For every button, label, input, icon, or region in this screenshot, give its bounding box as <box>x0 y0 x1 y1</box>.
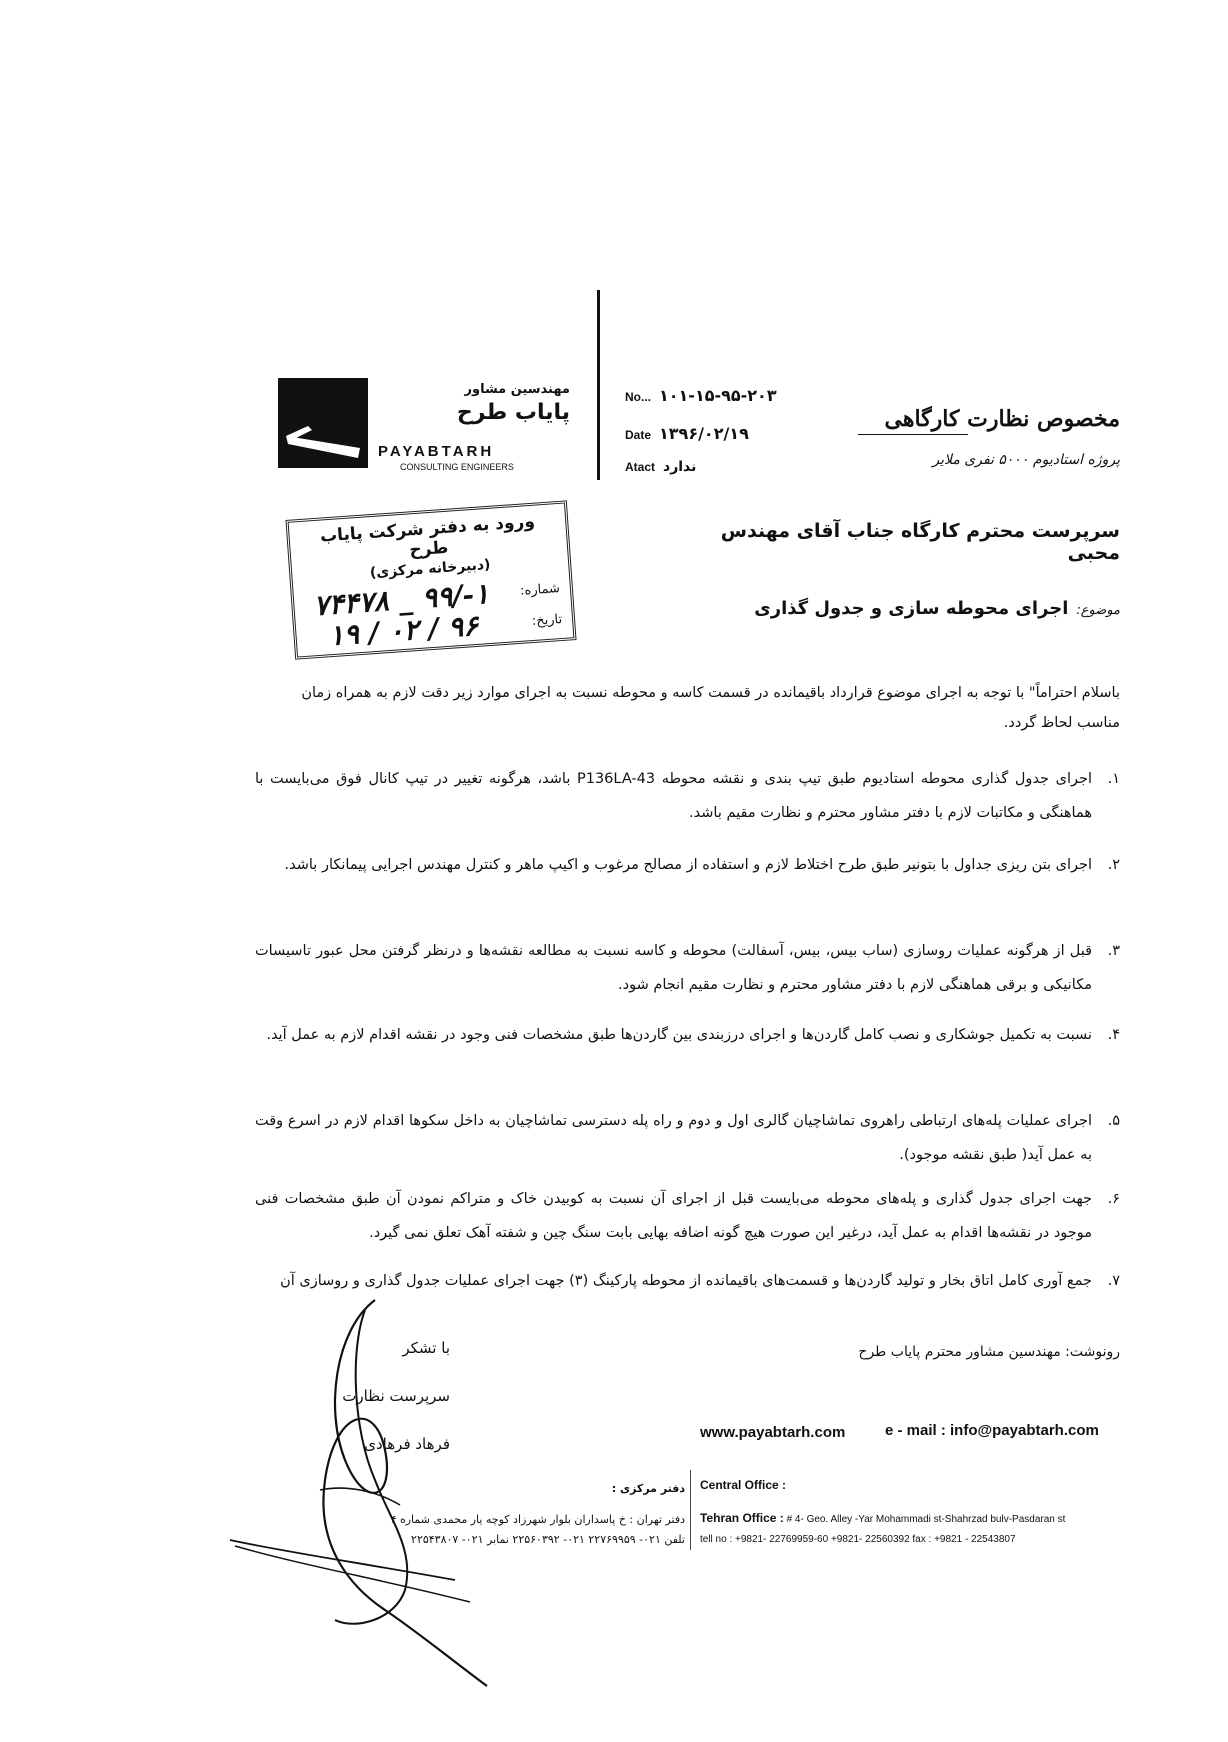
address-en <box>700 1508 1140 1550</box>
phones-en-line: tell no : +9821- 22769959-60 +9821- 22560392 fax : +9821 - 22543807 <box>700 1534 1016 1545</box>
list-item <box>255 762 1120 830</box>
footer-divider <box>690 1470 691 1550</box>
letter-date <box>625 424 749 443</box>
subject-label: موضوع: <box>1076 603 1120 618</box>
payabtarh-logo-icon <box>278 378 368 468</box>
list-item <box>255 848 1120 882</box>
stamp-number-label: شماره: <box>519 581 561 599</box>
list-item-text: نسبت به تکمیل جوشکاری و نصب کامل گاردن‌ها و اجرای درزبندی بین گاردن‌ها طبق مشخصات فنی وجود در نقشه اقدام لازم به عمل آید. <box>266 1027 1092 1043</box>
letter-date-value: ۱۳۹۶/۰۲/۱۹ <box>659 424 749 443</box>
confidential-underline <box>858 434 968 435</box>
list-item-text: اجرای جدول گذاری محوطه استادیوم طبق تیپ بندی و نقشه محوطه P136LA-43 باشد، هرگونه تغییر در تیپ کانال فوق می‌بایست با هماهنگی و مکاتبات لازم با دفتر مشاور محترم و نظارت مقیم باشد. <box>255 771 1092 821</box>
stamp-number-value: ۱-/۹۹ _ ۷۴۴۷۸ <box>312 577 491 623</box>
list-item-text: اجرای عملیات پله‌های ارتباطی راهروی تماشاچیان گالری اول و دوم و راه پله دسترسی تماشاچیان به داخل سکوها اقدام لازم در اسرع وقت به عمل آید( طبق نقشه موجود). <box>255 1113 1092 1163</box>
list-item-number: ۳. <box>1107 943 1120 959</box>
list-item-number: ۶. <box>1107 1191 1120 1207</box>
confidential-heading: مخصوص نظارت کارگاهی <box>884 406 1120 432</box>
handwritten-signature-icon <box>225 1290 495 1690</box>
address-fa <box>250 1510 685 1550</box>
central-office-label-fa: دفتر مرکزی : <box>611 1482 685 1495</box>
letter-date-label: Date <box>625 428 652 442</box>
central-office-label-en: Central Office : <box>700 1478 787 1492</box>
list-item-text: قبل از هرگونه عملیات روسازی (ساب بیس، بیس، آسفالت) محوطه و کاسه نسبت به مطالعه نقشه‌ها و درنظر گرفتن محل عبور تاسیسات مکانیکی و برقی هماهنگی لازم با دفتر مشاور محترم و نظارت مقیم انجام شود. <box>255 943 1092 993</box>
list-item-number: ۷. <box>1107 1273 1120 1289</box>
list-item <box>255 1018 1120 1052</box>
firm-name-en: PAYABTARH <box>378 443 495 460</box>
tehran-office-label: Tehran Office : <box>700 1511 784 1525</box>
signature-role: سرپرست نظارت <box>342 1387 450 1405</box>
subject-line <box>730 598 1120 619</box>
subject-text: اجرای محوطه سازی و جدول گذاری <box>754 598 1069 619</box>
list-item <box>255 934 1120 1002</box>
stamp-subtitle: (دبیرخانه مرکزی) <box>369 556 491 582</box>
signature-name: فرهاد فرهادی <box>364 1435 450 1453</box>
registry-stamp <box>285 500 576 659</box>
address-fa-line: دفتر تهران : خ پاسداران بلوار شهرزاد کوچه یار محمدی شماره ۴ <box>390 1513 685 1526</box>
list-item-number: ۴. <box>1107 1027 1120 1043</box>
project-name: پروژه استادیوم ۵۰۰۰ نفری ملایر <box>932 452 1120 468</box>
phones-fa-line: تلفن ۰۲۱- ۲۲۷۶۹۹۵۹ ۰۲۱- ۲۲۵۶۰۳۹۲ نمابر ۰۲۱- ۲۲۵۴۳۸۰۷ <box>411 1533 685 1546</box>
letter-attachment-label: Atact <box>625 460 656 474</box>
list-item <box>255 1104 1120 1172</box>
list-item-text: اجرای بتن ریزی جداول با بتونیر طبق طرح اختلاط لازم و استفاده از مصالح مرغوب و اکیپ ماهر و کنترل مهندس اجرایی پیمانکار باشد. <box>284 857 1092 873</box>
letter-number-value: ۱۰۱-۱۵-۹۵-۲۰۳ <box>659 386 777 405</box>
list-item-number: ۲. <box>1107 857 1120 873</box>
list-item-text: جمع آوری کامل اتاق بخار و تولید گاردن‌ها و قسمت‌های باقیمانده از محوطه پارکینگ (۳) جهت اجرای عملیات جدول گذاری و روسازی آن <box>280 1273 1092 1289</box>
recipient: سرپرست محترم کارگاه جناب آقای مهندس محبی <box>720 520 1120 564</box>
letter-number-label: No... <box>625 390 651 404</box>
carbon-copy: رونوشت: مهندسین مشاور محترم پایاب طرح <box>858 1344 1120 1360</box>
list-item-number: ۱. <box>1107 771 1120 787</box>
firm-subtitle-en: CONSULTING ENGINEERS <box>400 462 514 472</box>
header-divider <box>597 290 600 480</box>
list-item <box>255 1182 1120 1250</box>
letter-attachment-value: ندارد <box>663 459 697 475</box>
stamp-date-value: ۹۶ / ۰۲ / ۱۹ <box>327 608 480 653</box>
list-item-number: ۵. <box>1107 1113 1120 1129</box>
letter-number <box>625 386 777 405</box>
list-item-text: جهت اجرای جدول گذاری و پله‌های محوطه می‌بایست قبل از اجرای آن نسبت به کوبیدن خاک و متراکم نمودن آن طبق مشخصات فنی موجود در نقشه‌ها اقدام به عمل آید، درغیر این صورت هیچ گونه اضافه بهایی بابت سنگ چین و شفته آهک تعلق نمی گیرد. <box>255 1191 1092 1241</box>
letter-attachment <box>625 458 696 475</box>
email-link[interactable]: e - mail : info@payabtarh.com <box>885 1422 1099 1439</box>
website-link[interactable]: www.payabtarh.com <box>700 1424 846 1441</box>
firm-name-fa-line1: مهندسین مشاور <box>464 382 570 397</box>
greeting-paragraph: باسلام احتراماً" با توجه به اجرای موضوع قرارداد باقیمانده در قسمت کاسه و محوطه نسبت به اجرای موارد زیر دقت لازم به همراه زمان مناسب لحاظ گردد. <box>301 685 1120 731</box>
address-en-line: # 4- Geo. Alley -Yar Mohammadi st-Shahrzad bulv-Pasdaran st <box>786 1514 1066 1525</box>
stamp-date-label: تاریخ: <box>531 611 563 630</box>
signature-closing: با تشکر <box>402 1339 450 1357</box>
firm-name-fa: پایاب طرح <box>456 400 570 425</box>
stamp-title: ورود به دفتر شرکت پایاب طرح <box>319 511 536 561</box>
